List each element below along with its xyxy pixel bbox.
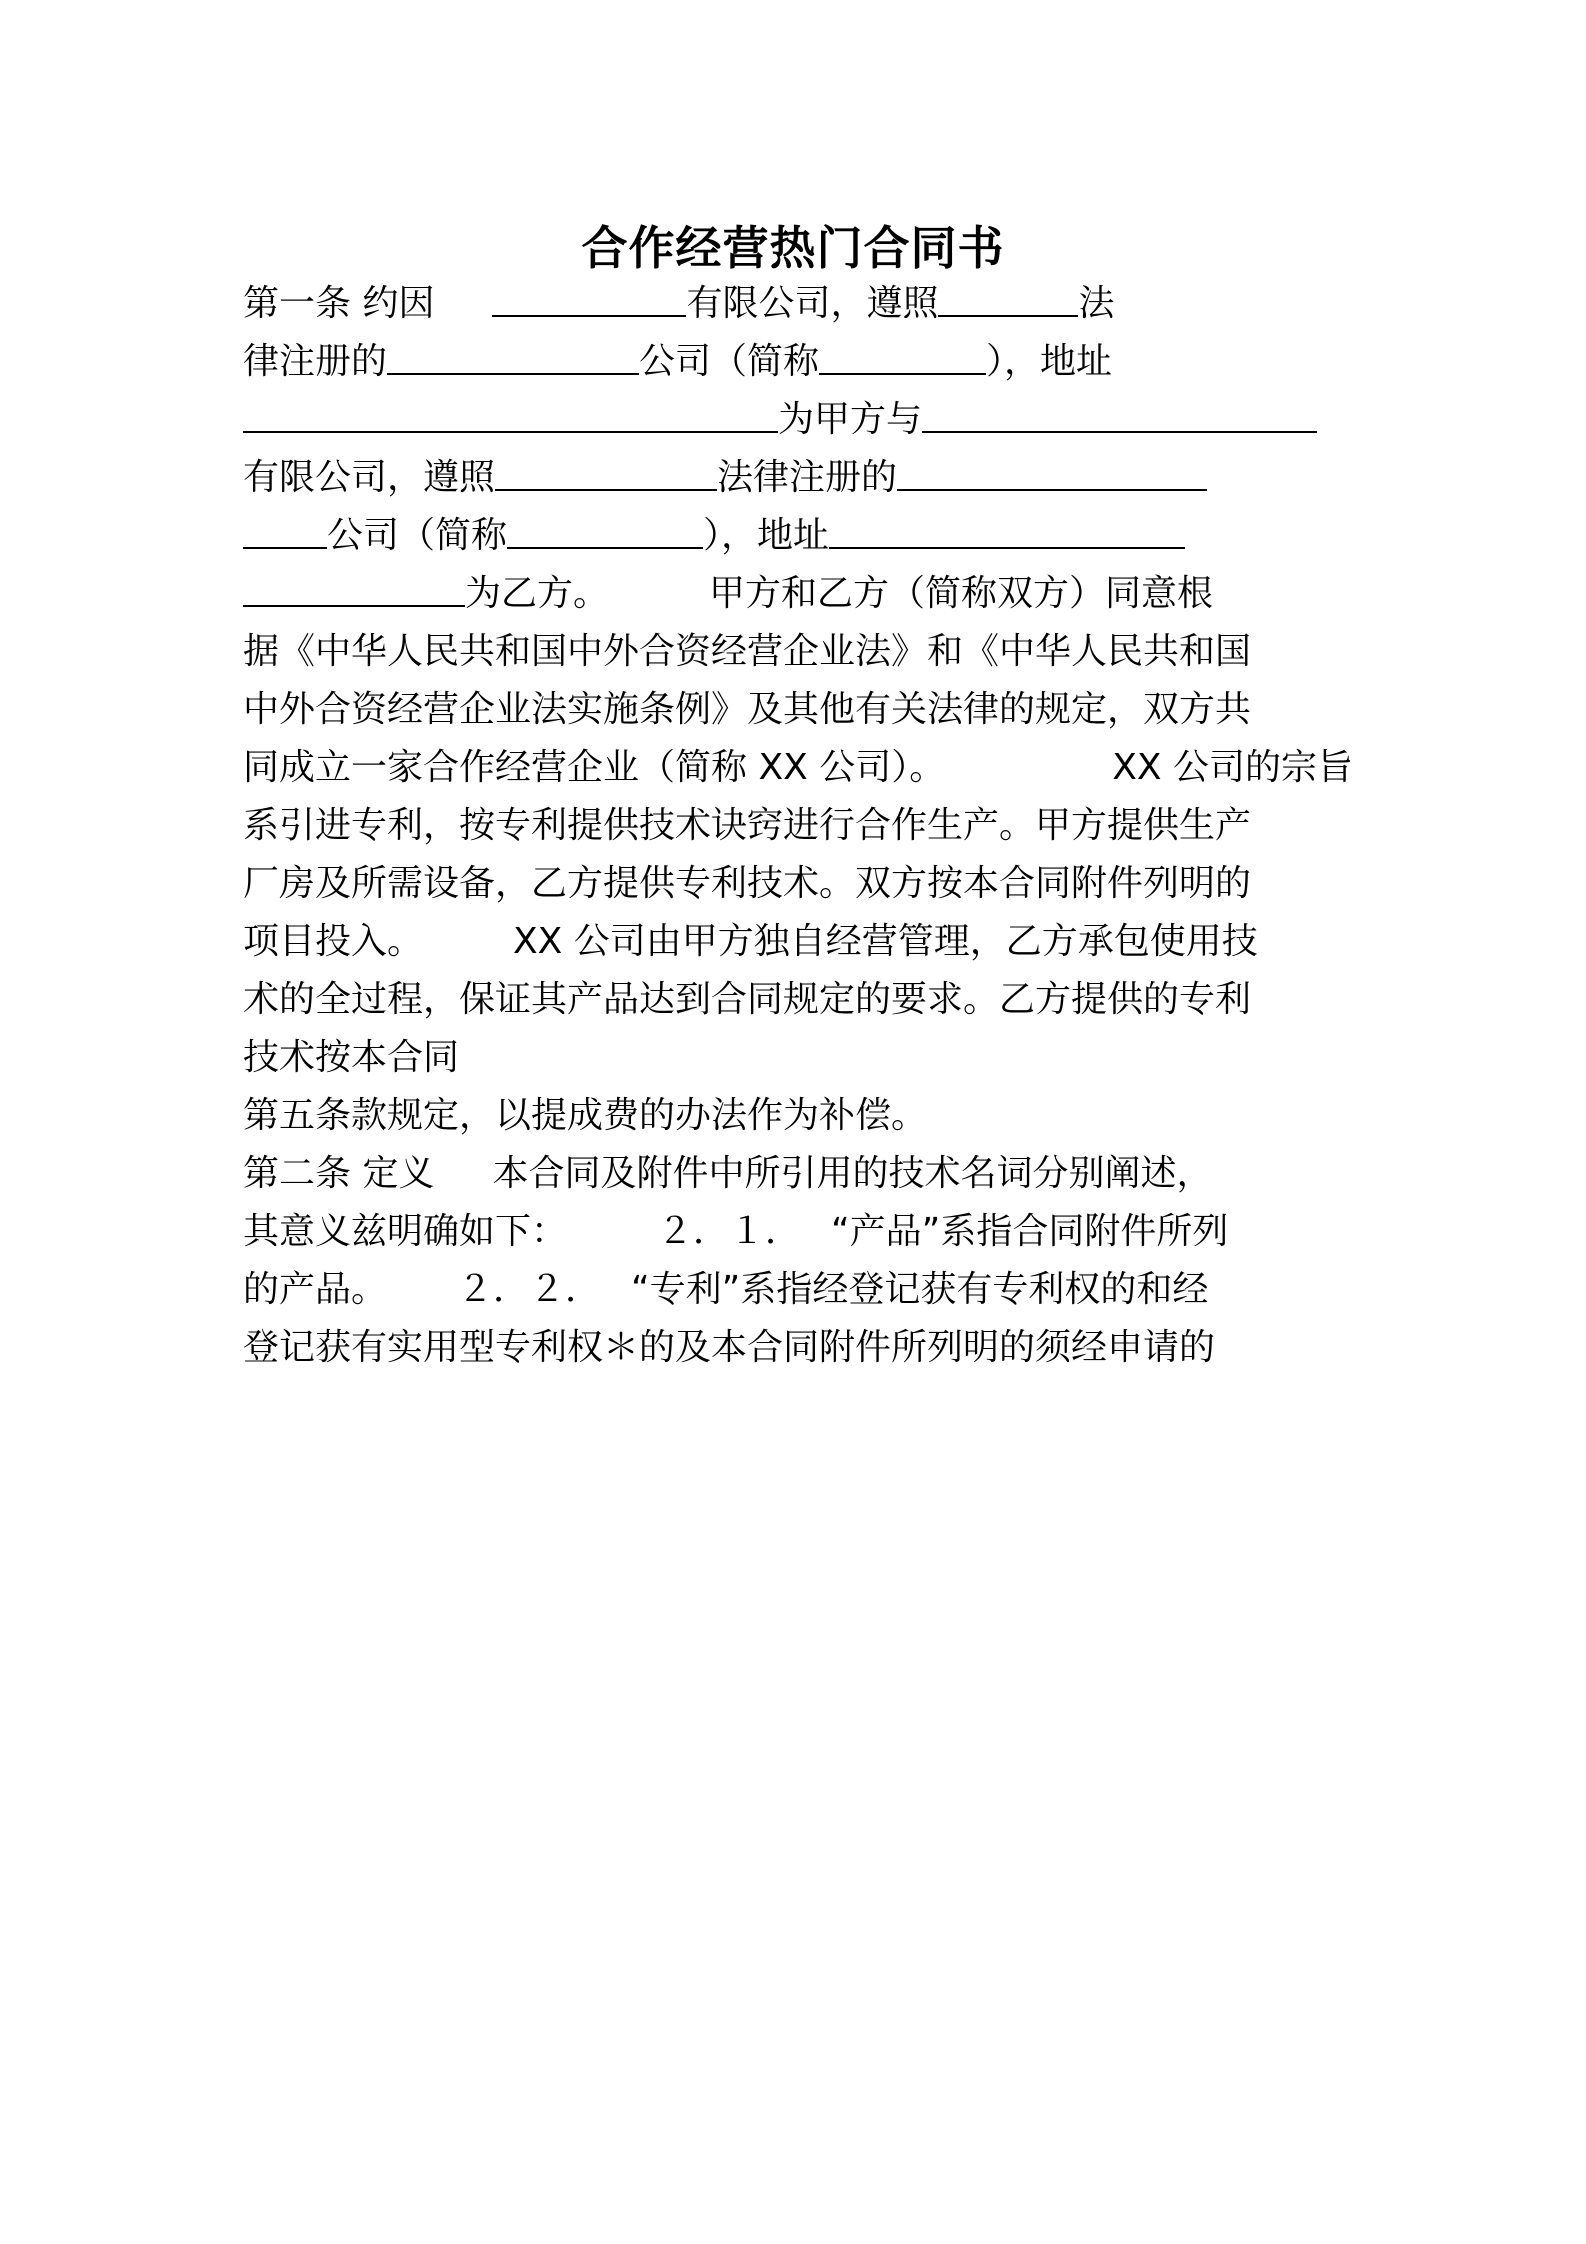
- text-segment: ），地址: [703, 515, 830, 556]
- text-segment: 有限公司，遵照: [686, 283, 939, 324]
- blank-field: [819, 329, 986, 375]
- article-2-heading: 第二条 定义: [243, 1153, 435, 1194]
- blank-field: [507, 503, 703, 549]
- text-line-14: 技术按本合同: [243, 1037, 460, 1078]
- blank-field: [243, 561, 465, 607]
- blank-field: [495, 445, 717, 491]
- blank-field: [897, 445, 1207, 491]
- text-segment: 法律注册的: [717, 457, 898, 498]
- text-line-10: 系引进专利，按专利提供技术诀窍进行合作生产。甲方提供生产: [243, 805, 1252, 846]
- text-segment: XX 公司的宗旨: [1112, 747, 1353, 788]
- text-segment: “专利”系指经登记获有专利权的和经: [631, 1269, 1209, 1310]
- blank-field: [492, 271, 686, 317]
- text-segment: 有限公司，遵照: [243, 457, 496, 498]
- text-segment: 法: [1078, 283, 1115, 324]
- text-segment: ），地址: [986, 341, 1113, 382]
- text-segment: 为甲方与: [778, 399, 923, 440]
- page-title: 合作经营热门合同书: [581, 221, 1005, 275]
- clause-number-2-1: ２．１．: [657, 1211, 802, 1252]
- article-1-heading: 第一条 约因: [243, 283, 435, 324]
- text-segment: 同成立一家合作经营企业（简称 XX 公司）。: [243, 747, 946, 788]
- blank-field: [243, 387, 778, 433]
- text-line-13: 术的全过程，保证其产品达到合同规定的要求。乙方提供的专利: [243, 979, 1252, 1020]
- text-segment: 其意义兹明确如下：: [243, 1211, 568, 1252]
- text-segment: 的产品。: [243, 1269, 388, 1310]
- text-line-11: 厂房及所需设备，乙方提供专利技术。双方按本合同附件列明的: [243, 863, 1252, 904]
- text-line-8: 中外合资经营企业法实施条例》及其他有关法律的规定，双方共: [243, 689, 1252, 730]
- blank-field: [938, 271, 1078, 317]
- text-segment: 甲方和乙方（简称双方）同意根: [709, 573, 1214, 614]
- text-segment: 律注册的: [243, 341, 388, 382]
- text-line-7: 据《中华人民共和国中外合资经营企业法》和《中华人民共和国: [243, 631, 1252, 672]
- text-segment: 公司（简称: [327, 515, 508, 556]
- text-segment: 本合同及附件中所引用的技术名词分别阐述，: [492, 1153, 1213, 1194]
- text-segment: XX 公司由甲方独自经营管理，乙方承包使用技: [513, 921, 1258, 962]
- text-segment: 项目投入。: [243, 921, 424, 962]
- blank-field: [922, 387, 1317, 433]
- blank-field: [387, 329, 639, 375]
- text-line-19: 登记获有实用型专利权＊的及本合同附件所列明的须经申请的: [243, 1327, 1216, 1368]
- text-segment: 公司（简称: [639, 341, 820, 382]
- text-segment: 为乙方。: [465, 573, 610, 614]
- clause-number-2-2: ２．２．: [457, 1269, 602, 1310]
- text-line-15: 第五条款规定，以提成费的办法作为补偿。: [243, 1095, 928, 1136]
- blank-field: [243, 503, 327, 549]
- blank-field: [829, 503, 1185, 549]
- text-segment: “产品”系指合同附件所列: [831, 1211, 1229, 1252]
